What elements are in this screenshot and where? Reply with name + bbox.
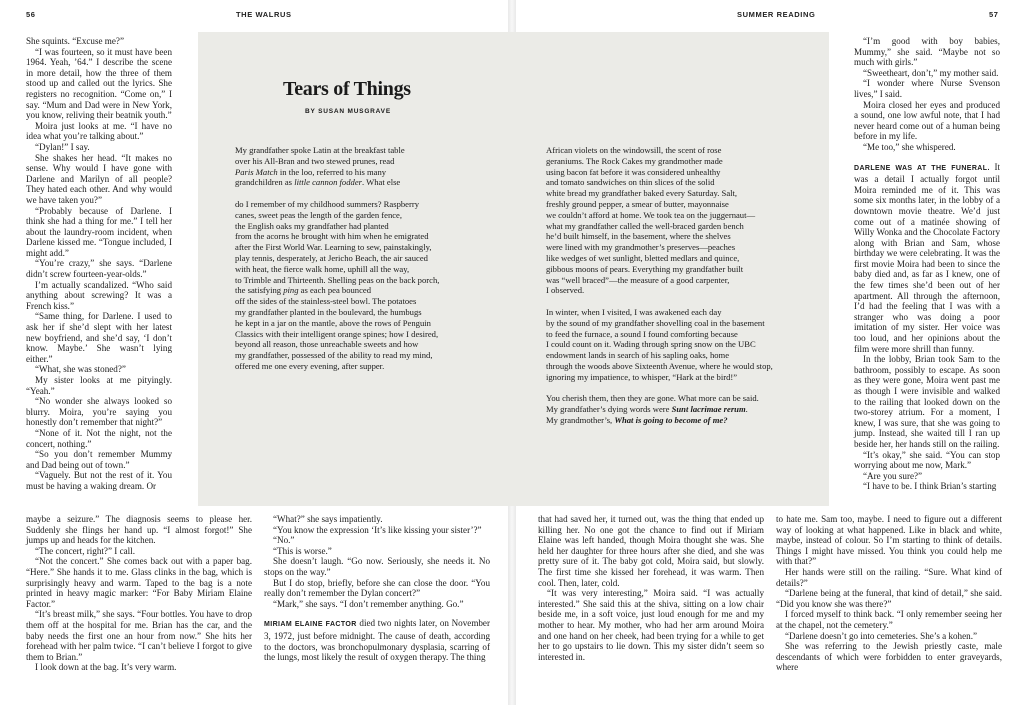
poem-line — [546, 275, 773, 286]
poem-line — [546, 318, 773, 329]
poem-text: gibbous moons of pears. Everything my grandfather built — [546, 263, 744, 274]
poem-line — [235, 199, 439, 210]
paragraph: “I’m good with boy babies, Mummy,” she said. “Maybe not so much with girls.” — [854, 36, 1000, 68]
poem-text: I observed. — [546, 285, 585, 296]
article-column-left-top — [26, 36, 172, 492]
poem-text: we couldn’t afford at home. We took tea on the juggernaut— — [546, 209, 756, 220]
poem-text: using bacon fat before it was considered unhealthy — [546, 166, 721, 177]
paragraph: to hate me. Sam too, maybe. I need to figure out a different way of looking at what happened. Like in black and white, maybe, instead of colour. So I’m starting to think of details. Things I might have missed. You think you could help me with that?” — [776, 514, 1002, 567]
poem-line — [235, 210, 439, 221]
poem-line — [235, 275, 439, 286]
poem-text: . — [745, 404, 748, 415]
paragraph: “I wonder where Nurse Svenson lives,” I said. — [854, 78, 1000, 99]
paragraph: “It’s breast milk,” she says. “Four bottles. You have to drop them off at the hospital for me. Brian has the car, and the baby needs the first one an hour from now.” She hits her forehead with her palm twice. “I can’t believe I forgot to give them to Brian.” — [26, 609, 252, 662]
paragraph: “No wonder she always looked so blurry. Moira, you’re saying you honestly don’t remember that night?” — [26, 396, 172, 428]
paragraph: In the lobby, Brian took Sam to the bathroom, possibly to escape. As soon as they were gone, Moira went past me as though I were invisible and walked to the railing that looked down on the two-storey atrium. For a moment, I knew, I was sure, that she was going to jump. Instead, she waited till I ran up beside her, her hands still on the railing. — [854, 354, 1000, 449]
poem-line — [235, 231, 439, 242]
paragraph: I forced myself to think back. “I only remember seeing her at the chapel, not the cemetery.” — [776, 609, 1002, 630]
poem-text: I could count on it. Wading through spring snow on the UBC — [546, 339, 756, 350]
poem-text: grandchildren as — [235, 177, 295, 188]
poem-text: You cherish them, then they are gone. What more can be said. — [546, 393, 759, 404]
poem-text: after the First World War. Learning to sew, painstakingly, — [235, 242, 432, 253]
section-text: It was a detail I actually forgot until Moira reminded me of it. This was some six months later, in the lobby of a downtown movie theatre. We’d just come out of a matinée showing of Willy Wonka and the Chocolate Factory along with Brian and Sam, whose birthday we were celebrating. It was the first movie Moira had been to since the baby died and, as far as I knew, one of the few times she’d been out of her apartment. All through the afternoon, I’d had the feeling that I was with a stranger who was doing a poor imitation of my sister. Her voice was too loud, and her opinions about the film were more shrill than funny. — [854, 161, 1000, 354]
poem-text: My grandmother’s, — [546, 414, 615, 425]
poem-text: In winter, when I visited, I was awakened each day — [546, 306, 722, 317]
paragraph: “Same thing, for Darlene. I used to ask her if she’d slept with her latest new boyfriend, and she’d say, ‘I don’t know. Maybe.’ She wasn’t lying either.” — [26, 311, 172, 364]
poem-line — [546, 221, 773, 232]
page-number-right: 57 — [989, 10, 999, 19]
paragraph: “Not the concert.” She comes back out with a paper bag. “Here.” She hands it to me. Glass clinks in the bag, which is surprisingly heavy and warm. Taped to the bag is a note printed in heavy magic marker: “For Baby Miriam Elaine Factor.” — [26, 556, 252, 609]
poem-line — [235, 264, 439, 275]
poem-line — [235, 329, 439, 340]
poem-text: the satisfying — [235, 285, 284, 296]
poem-text: ping — [283, 285, 299, 296]
section-lead: DARLENE WAS AT THE FUNERAL. — [854, 164, 990, 172]
paragraph: Her hands were still on the railing. “Sure. What kind of details?” — [776, 566, 1002, 588]
paragraph: “Vaguely. But not the rest of it. You must be having a waking dream. Or — [26, 470, 172, 491]
poem-line — [235, 242, 439, 253]
paragraph: I look down at the bag. It’s very warm. — [35, 662, 177, 673]
paragraph: “Dylan!” I say. — [35, 141, 90, 152]
paragraph: that had saved her, it turned out, was the thing that ended up killing her. No one got the chance to find out if Miriam Elaine was left handed, though Moira thought she was. She held her daughter for three hours after she died, and she was pretty sure of it. The baby got cold, Moira said, but slowly. The first time she kissed her forehead, it was warm. Then cool. Then, later, cold. — [538, 514, 764, 588]
paragraph: She squints. “Excuse me?” — [26, 36, 124, 46]
poem-line — [235, 145, 439, 156]
poem-text: canes, sweet peas the length of the garden fence, — [235, 209, 403, 220]
paragraph: “No.” — [273, 535, 295, 546]
paragraph: “You know the expression ‘It’s like kissing your sister’?” — [273, 524, 482, 535]
paragraph: “Darlene being at the funeral, that kind of detail,” she said. “Did you know she was there?” — [776, 588, 1002, 609]
paragraph: “Are you sure?” — [863, 470, 923, 481]
poem-line — [235, 253, 439, 264]
poem-text: over his All-Bran and two stewed prunes, read — [235, 155, 395, 166]
poem-line — [546, 177, 773, 188]
paragraph: “You’re crazy,” she says. “Darlene didn’t screw fourteen-year-olds.” — [26, 258, 172, 280]
poem-line — [546, 329, 773, 340]
poem-text: to Trimble and Thirteenth. Shelling peas on the back porch, — [235, 274, 440, 285]
poem-line — [235, 285, 439, 296]
poem-text: as each pea bounced — [298, 285, 372, 296]
poem-text: and tomato sandwiches on thin slices of the solid — [546, 177, 715, 188]
paragraph: “Me too,” she whispered. — [863, 141, 956, 152]
paragraph: “It was very interesting,” Moira said. “I was actually interested.” She said this at the shiva, sitting on a low chair beside me, in a soft voice, just loud enough for me and my mother to hear. My mother, who had her arm around Moira and one hand on her cheek, had been trying for a while to get her to go upstairs to lie down. This my sister didn’t seem so interested in. — [538, 588, 764, 662]
poem-text: freshly ground pepper, a smear of butter, mayonnaise — [546, 198, 729, 209]
section-paragraph — [264, 618, 490, 662]
poem-text: what my grandfather called the well-braced garden bench — [546, 220, 744, 231]
poem-text: beyond all reason, those unreachable sweets and how — [235, 339, 419, 350]
poem-line — [235, 167, 439, 178]
poem-text: endowment lands in search of his sapling oaks, home — [546, 350, 730, 361]
poem-column-2 — [546, 145, 773, 426]
poem-line — [235, 339, 439, 350]
poem-line — [546, 307, 773, 318]
poem-line — [546, 285, 773, 296]
poem-line — [546, 339, 773, 350]
poem-text: African violets on the windowsill, the scent of rose — [546, 145, 722, 155]
paragraph: She was referring to the Jewish priestly caste, male descendants of which were forbidden to enter graveyards, where — [776, 641, 1002, 673]
poem-line — [235, 361, 439, 372]
poem-text: Classics with their intelligent orange spines; how I desired, — [235, 328, 439, 339]
paragraph: She doesn’t laugh. “Go now. Seriously, she needs it. No stops on the way.” — [264, 556, 490, 577]
poem-line — [235, 318, 439, 329]
poem-text: he’d built himself, in the basement, where the shelves — [546, 231, 731, 242]
poem-text: to feed the furnace, a sound I found comforting because — [546, 328, 738, 339]
poem-line — [546, 167, 773, 178]
poem-title: Tears of Things — [283, 78, 411, 100]
poem-text: Sunt lacrimae rerum — [671, 404, 746, 415]
article-column-right-bottom-1 — [538, 514, 764, 662]
stanza-break — [235, 188, 439, 199]
paragraph: “This is worse.” — [273, 545, 332, 556]
poem-text: the English oaks my grandfather had planted — [235, 220, 389, 231]
poem-text: by the sound of my grandfather shovelling coal in the basement — [546, 317, 765, 328]
poem-text: my grandfather, possessed of the ability to read my mind, — [235, 350, 433, 361]
poem-line — [546, 253, 773, 264]
poem-line — [546, 156, 773, 167]
poem-text: was “well braced”—the measure of a good carpenter, — [546, 274, 730, 285]
running-header-right: SUMMER READING — [737, 10, 816, 19]
poem-text: My grandfather’s dying words were — [546, 404, 672, 415]
poem-line — [546, 199, 773, 210]
article-column-right-top — [854, 36, 1000, 492]
section-text: died two nights later, on November 3, 1972, just before midnight. The cause of death, according to the doctors, was bronchopulmonary dysplasia, scarring of the lungs, most likely the result of oxygen therapy. The thing — [264, 618, 490, 663]
paragraph: “What, she was stoned?” — [35, 364, 126, 375]
paragraph: “Mark,” she says. “I don’t remember anything. Go.” — [273, 598, 464, 609]
poem-text: in the loo, referred to his many — [277, 166, 387, 177]
poem-line — [546, 350, 773, 361]
poem-line — [546, 231, 773, 242]
paragraph: “I was fourteen, so it must have been 1964. Yeah, ’64.” I describe the scene in more detail, how the three of them stood up and called out the lyrics. She registers no recognition. “Come on,” I say. “Mum and Dad were in New York, you know, reliving their beatnik youth.” — [26, 46, 172, 121]
paragraph: “The concert, right?” I call. — [35, 545, 135, 556]
poem-line — [235, 156, 439, 167]
paragraph: “I have to be. I think Brian’s starting — [863, 481, 997, 492]
paragraph: “Darlene doesn’t go into cemeteries. She’s a kohen.” — [785, 630, 977, 641]
paragraph: She shakes her head. “It makes no sense. Why would I have gone with Darlene and Marilyn of all people? They hated each other. And why would we have taken you?” — [26, 152, 172, 205]
paragraph: “So you don’t remember Mummy and Dad being out of town.” — [26, 449, 172, 470]
paragraph: Moira just looks at me. “I have no idea what you’re talking about.” — [26, 120, 172, 142]
poem-text: through the woods above Sixteenth Avenue, where he would stop, — [546, 360, 773, 371]
poem-line — [546, 188, 773, 199]
poem-text: . What else — [361, 177, 401, 188]
poem-line — [546, 242, 773, 253]
poem-line — [546, 404, 773, 415]
poem-line — [235, 307, 439, 318]
paragraph: “Sweetheart, don’t,” my mother said. — [863, 67, 999, 78]
poem-text: he kept in a jar on the mantle, above the rows of Penguin — [235, 317, 431, 328]
article-column-left-bottom-2 — [264, 514, 490, 663]
stanza-break — [546, 383, 773, 394]
poem-text: ignoring my impatience, to whisper, “Hark at the bird!” — [546, 371, 738, 382]
section-paragraph — [854, 162, 1000, 355]
poem-text: from the acorns he brought with him when he emigrated — [235, 231, 429, 242]
poem-text: with heat, the fierce walk home, uphill all the way, — [235, 263, 410, 274]
paragraph: “Probably because of Darlene. I think she had a thing for me.” I tell her about the laundry-room incident, when Darlene kissed me. “Tongue included, I might add.” — [26, 205, 172, 258]
stanza-break — [546, 296, 773, 307]
poem-line — [235, 221, 439, 232]
poem-text: white bread my grandfather baked every Saturday. Salt, — [546, 188, 738, 199]
poem-text: my grandfather planted in the boulevard, the humbugs — [235, 306, 422, 317]
poem-text: offered me one every evening, after supper. — [235, 360, 385, 371]
poem-line — [546, 372, 773, 383]
running-header-left: THE WALRUS — [236, 10, 292, 19]
poem-line — [546, 145, 773, 156]
poem-text: do I remember of my childhood summers? Raspberry — [235, 198, 420, 209]
poem-text: My grandfather spoke Latin at the breakfast table — [235, 145, 405, 155]
poem-text: were lined with my grandmother’s preserves—peaches — [546, 242, 736, 253]
section-lead: MIRIAM ELAINE FACTOR — [264, 621, 357, 629]
poem-text: geraniums. The Rock Cakes my grandmother made — [546, 155, 723, 166]
poem-text: What is going to become of me? — [614, 414, 728, 425]
paragraph: My sister looks at me pityingly. “Yeah.” — [26, 375, 172, 396]
poem-line — [546, 393, 773, 404]
paragraph: “None of it. Not the night, not the concert, nothing.” — [26, 427, 172, 449]
poem-line — [235, 177, 439, 188]
poem-column-1 — [235, 145, 439, 372]
poem-line — [546, 210, 773, 221]
poem-line — [546, 361, 773, 372]
article-column-right-bottom-2 — [776, 514, 1002, 673]
poem-line — [546, 415, 773, 426]
poem-line — [235, 296, 439, 307]
article-column-left-bottom-1 — [26, 514, 252, 673]
page-number-left: 56 — [26, 10, 36, 19]
paragraph: “It’s okay,” she said. “You can stop worrying about me now, Mark.” — [854, 449, 1000, 471]
poem-line — [546, 264, 773, 275]
poem-text: Paris Match — [235, 166, 278, 177]
paragraph: Moira closed her eyes and produced a sound, one low awful note, that I had never heard come out of a human being before in my life. — [854, 99, 1000, 142]
paragraph: maybe a seizure.” The diagnosis seems to please her. Suddenly she flings her hand up. “I almost forgot!” She jumps up and heads for the kitchen. — [26, 514, 252, 546]
poem-text: play tennis, desperately, at Jericho Beach, the air sauced — [235, 252, 428, 263]
poem-text: off the sides of the stainless-steel bowl. The potatoes — [235, 296, 417, 307]
paragraph: “What?” she says impatiently. — [273, 514, 383, 524]
poem-line — [235, 350, 439, 361]
paragraph: I’m actually scandalized. “Who said anything about screwing? It was a French kiss.” — [26, 279, 172, 311]
poem-text: little cannon fodder — [294, 177, 362, 188]
poem-text: like wedges of wet sunlight, bletted medlars and quince, — [546, 252, 740, 263]
paragraph: But I do stop, briefly, before she can close the door. “You really don’t remember the Dylan concert?” — [264, 577, 490, 599]
poem-box — [198, 32, 829, 506]
poem-byline: BY SUSAN MUSGRAVE — [305, 108, 391, 115]
